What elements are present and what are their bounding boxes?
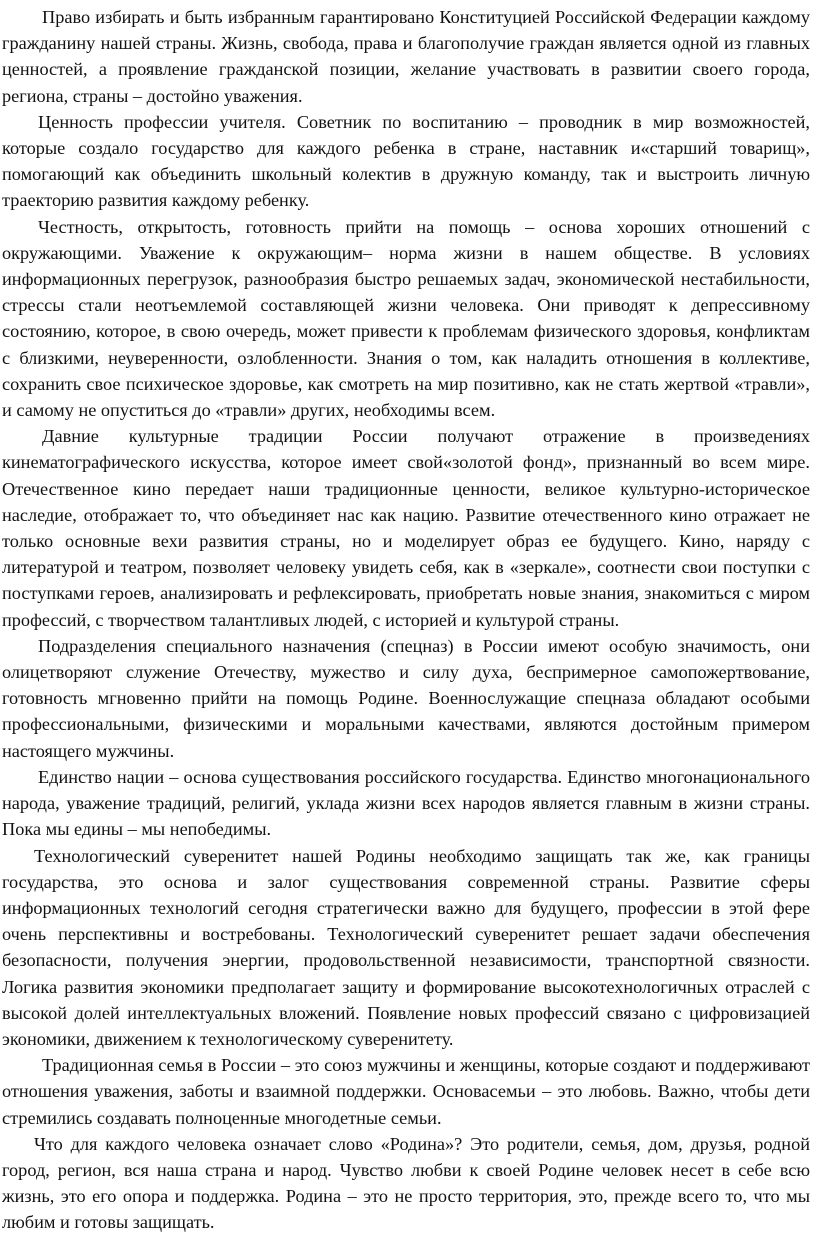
paragraph-technological-sovereignty: Технологический суверенитет нашей Родины необходимо защищать так же, как границы государства, это основа и залог существования современной страны. Развитие сферы информационных технологий сегодня стратегически важно для будущего, профессии в этой фере очень перспективны и востребованы. Технологический суверенитет решает задачи обеспечения безопасности, получения энергии, продовольственной независимости, транспортной связности. Логика развития экономики предполагает защиту и формирование высокотехнологичных отраслей с высокой долей интеллектуальных вложений. Появление новых профессий связано с цифровизацией экономики, движением к технологическому суверенитету. [2, 845, 810, 1049]
paragraph-motherland: Что для каждого человека означает слово «Родина»? Это родители, семья, дом, друзья, родной город, регион, вся наша страна и народ. Чувство любви к своей Родине человек несет в себе всю жизнь, это его опора и поддержка. Родина – это не просто территория, это, прежде всего то, что мы любим и готовы защищать. [2, 1133, 810, 1233]
paragraph-voting-rights: Право избирать и быть избранным гарантировано Конституцией Российской Федерации каждому гражданину нашей страны. Жизнь, свобода, права и благополучие граждан является одной из главных ценностей, а проявление гражданской позиции, желание участвовать в развитии своего города, региона, страны – достойно уважения. [2, 7, 810, 106]
paragraph-cinema-traditions: Давние культурные традиции России получают отражение в произведениях кинематографического искусства, которое имеет свой«золотой фонд», признанный во всем мире. Отечественное кино передает наши традиционные ценности, великое культурно-историческое наследие, отображает то, что объединяет нас как нацию. Развитие отечественного кино отражает не только основные вехи развития страны, но и моделирует образ ее будущего. Кино, наряду с литературой и театром, позволяет человеку увидеть себя, как в «зеркале», соотнести свои поступки с поступками героев, анализировать и рефлексировать, приобретать новые знания, знакомиться с миром профессий, с творчеством талантливых людей, с историей и культурой страны. [2, 426, 810, 630]
paragraph-special-forces: Подразделения специального назначения (спецназ) в России имеют особую значимость, они олицетворяют служение Отечеству, мужество и силу духа, беспримерное самопожертвование, готовность мгновенно прийти на помощь Родине. Военнослужащие спецназа обладают особыми профессиональными, физическими и моральными качествами, являются достойным примером настоящего мужчины. [2, 635, 810, 761]
paragraph-honesty-respect: Честность, открытость, готовность прийти на помощь – основа хороших отношений с окружающими. Уважение к окружающим– норма жизни в нашем обществе. В условиях информационных перегрузок, разнообразия быстро решаемых задач, экономической нестабильности, стрессы стали неотъемлемой составляющей жизни человека. Они приводят к депрессивному состоянию, которое, в свою очередь, может привести к проблемам физического здоровья, конфликтам с близкими, неуверенности, озлобленности. Знания о том, как наладить отношения в коллективе, сохранить свое психическое здоровье, как смотреть на мир позитивно, как не стать жертвой «травли», и самому не опуститься до «травли» других, необходимы всем. [2, 216, 810, 421]
paragraph-teacher-profession: Ценность профессии учителя. Советник по воспитанию – проводник в мир возможностей, которые создало государство для каждого ребенка в стране, наставник и«старший товарищ», помогающий как объединить школьный колектив в дружную команду, так и выстроить личную траекторию развития каждому ребенку. [2, 111, 810, 211]
paragraph-traditional-family: Традиционная семья в России – это союз мужчины и женщины, которые создают и поддерживают отношения уважения, заботы и взаимной поддержки. Основасемьи – это любовь. Важно, чтобы дети стремились создавать полноценные многодетные семьи. [2, 1055, 810, 1128]
paragraph-national-unity: Единство нации – основа существования российского государства. Единство многонационального народа, уважение традиций, религий, уклада жизни всех народов является главным в жизни страны. Пока мы едины – мы непобедимы. [2, 766, 810, 840]
